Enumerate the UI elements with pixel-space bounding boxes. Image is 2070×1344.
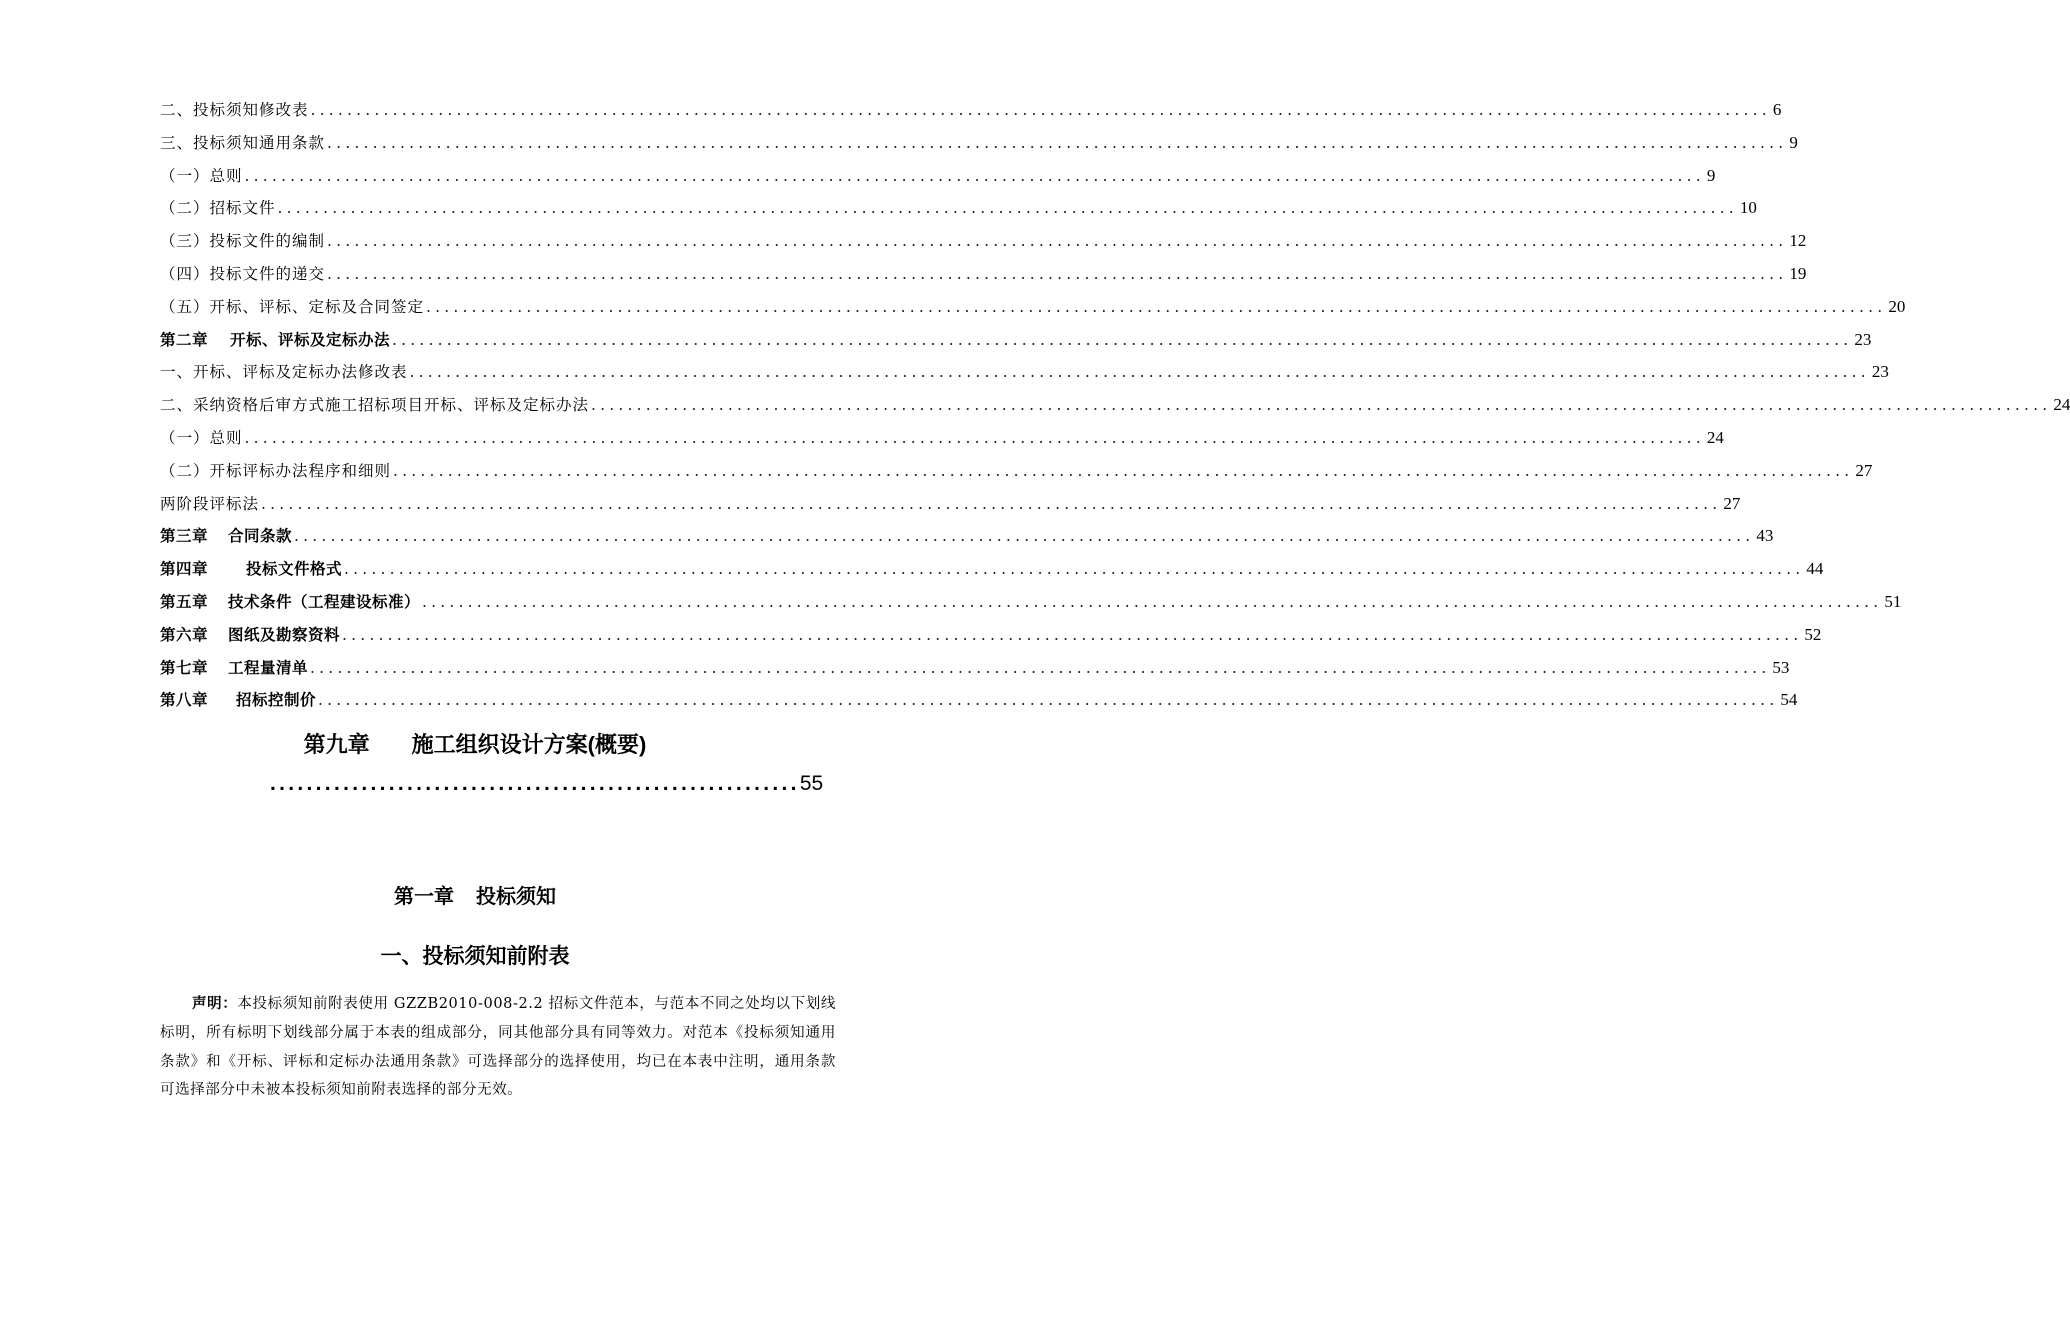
dot-leader: ................................................................................................................................................................ xyxy=(344,560,1805,579)
toc-entry-title-text: 投标文件格式 xyxy=(246,559,343,579)
toc-entry-label xyxy=(160,492,259,514)
toc-entry-label-text: 两阶段评标法 xyxy=(160,494,260,513)
chapter-title: 投标须知 xyxy=(476,884,556,908)
table-of-contents xyxy=(160,98,2070,721)
toc-entry[interactable] xyxy=(160,656,1790,689)
toc-entry-label-text: 第二章 xyxy=(160,329,209,349)
toc-entry-label xyxy=(160,360,408,382)
toc-entry-label xyxy=(160,688,316,710)
toc-entry-label xyxy=(160,590,420,612)
toc-entry-label-text: 第七章 xyxy=(160,657,209,677)
dot-leader: ................................................................................................................................................................ xyxy=(327,133,1788,152)
toc-entry-label-text: （一）总则 xyxy=(160,166,243,185)
dot-leader: ................................................................................................................................................................ xyxy=(426,297,1887,316)
statement-text: 本投标须知前附表使用 GZZB2010-008-2.2 招标文件范本，与范本不同之处均以下划线标明，所有标明下划线部分属于本表的组成部分，同其他部分具有同等效力。对范本《投标须知通用条款》和《开标、评标和定标办法通用条款》可选择部分的选择使用，均已在本表中注明，通用条款可选择部分中未被本投标须知前附表选择的部分无效。 xyxy=(160,996,836,1099)
toc-entry-page: 24 xyxy=(2053,395,2070,415)
toc-entry-label-text: 第六章 xyxy=(160,624,209,644)
dot-leader: ................................................................................................................................................................ xyxy=(342,625,1803,644)
toc-entry-label xyxy=(160,131,325,153)
toc-entry[interactable] xyxy=(160,557,1824,590)
dot-leader: ................................................................................................................................................................ xyxy=(393,461,1854,480)
toc-entry-label-text: 二、投标须知修改表 xyxy=(160,101,309,119)
toc-entry-page: 24 xyxy=(1706,427,1724,447)
toc-entry-label-text: 三、投标须知通用条款 xyxy=(160,133,326,152)
toc-entry[interactable] xyxy=(160,98,1782,131)
toc-entry-page: 9 xyxy=(1789,132,1798,152)
toc-entry-page: 44 xyxy=(1806,559,1824,579)
toc-entry-page: 43 xyxy=(1756,526,1774,546)
dot-leader: ................................................................................................................................................................ xyxy=(327,232,1788,251)
toc-entry[interactable] xyxy=(160,426,1724,459)
toc-entry[interactable] xyxy=(160,295,1906,328)
toc-entry-chapter-9[interactable] xyxy=(0,728,950,759)
toc-entry-label xyxy=(160,164,243,186)
toc-entry-page: 54 xyxy=(1780,690,1798,710)
dot-leader: ................................................................................................................................................................ xyxy=(310,101,1771,119)
toc-entry-page: 6 xyxy=(1772,100,1782,119)
toc-entry[interactable] xyxy=(160,328,1872,361)
toc-chapter-9-number: 第九章 xyxy=(303,732,370,757)
section-heading: 一、投标须知前附表 xyxy=(380,944,570,968)
toc-entry[interactable] xyxy=(160,623,1822,656)
toc-entry[interactable] xyxy=(160,393,2070,426)
toc-entry-label-text: 第三章 xyxy=(160,526,209,546)
toc-entry[interactable] xyxy=(160,524,1774,557)
toc-entry-title-text: 图纸及勘察资料 xyxy=(228,624,341,644)
toc-entry-label-text: （五）开标、评标、定标及合同签定 xyxy=(160,297,425,316)
toc-entry-page: 19 xyxy=(1789,263,1807,283)
toc-entry[interactable] xyxy=(160,196,1757,229)
toc-entry[interactable] xyxy=(160,131,1798,164)
chapter-number: 第一章 xyxy=(394,884,454,908)
toc-entry-label xyxy=(160,656,308,678)
toc-chapter-9-leader xyxy=(270,772,824,796)
toc-entry-label xyxy=(160,98,309,120)
toc-entry-label-text: （三）投标文件的编制 xyxy=(160,232,326,251)
toc-entry-label-text: 第四章 xyxy=(160,559,209,579)
toc-entry[interactable] xyxy=(160,590,1902,623)
dot-leader: ................................................................................................................................................................ xyxy=(244,428,1705,447)
dot-leader: ................................................................................................................................................................ xyxy=(310,658,1771,677)
dot-leader: ................................................................................................................................................................ xyxy=(318,691,1779,710)
dot-leader: ................................................................................................................................................................ xyxy=(277,199,1738,218)
dot-leader: ................................................................................................................................................................ xyxy=(392,330,1853,349)
toc-entry-title-text: 技术条件（工程建设标准） xyxy=(228,591,421,611)
toc-entry[interactable] xyxy=(160,492,1741,525)
toc-entry-title-text: 合同条款 xyxy=(228,526,293,546)
toc-entry[interactable] xyxy=(160,229,1807,262)
statement-label: 声明： xyxy=(192,995,238,1012)
toc-entry-label-text: （二）招标文件 xyxy=(160,199,276,218)
toc-entry-label xyxy=(160,328,390,350)
toc-entry-title-text: 招标控制价 xyxy=(236,690,317,710)
toc-entry[interactable] xyxy=(160,360,1889,393)
toc-entry-title-text: 开标、评标及定标办法 xyxy=(230,329,391,349)
toc-entry-page: 51 xyxy=(1884,591,1902,611)
toc-entry-label xyxy=(160,623,340,645)
toc-entry-page: 12 xyxy=(1789,231,1807,251)
dot-leader: ................................................................................................................................................................ xyxy=(409,363,1870,382)
toc-entry-label xyxy=(160,262,325,284)
toc-entry-page: 53 xyxy=(1772,657,1790,677)
toc-entry-label xyxy=(160,229,325,251)
toc-entry-page: 23 xyxy=(1854,329,1872,349)
chapter-heading xyxy=(0,880,950,909)
toc-entry-label xyxy=(160,524,292,546)
dot-leader: ................................................................................................................................................................ xyxy=(294,527,1755,546)
toc-entry-page: 27 xyxy=(1723,493,1741,513)
statement-paragraph xyxy=(160,990,836,1105)
toc-entry-page: 27 xyxy=(1855,460,1873,480)
toc-entry[interactable] xyxy=(160,459,1873,492)
dot-leader: ................................................................................................................................................................ xyxy=(261,494,1722,513)
toc-entry-label xyxy=(160,196,276,218)
toc-entry-label-text: （一）总则 xyxy=(160,428,243,447)
dot-leader: ................................................................................................................................................................ xyxy=(327,264,1788,283)
toc-entry-page: 52 xyxy=(1804,624,1822,644)
toc-entry[interactable] xyxy=(160,688,1798,721)
toc-entry-label xyxy=(160,426,243,448)
toc-entry-label-text: 一、开标、评标及定标办法修改表 xyxy=(160,363,408,382)
toc-entry-page: 10 xyxy=(1739,198,1757,218)
dot-leader: ................................................................................................................................................................ xyxy=(244,166,1705,185)
toc-entry-label xyxy=(160,295,424,317)
toc-entry-label-text: （二）开标评标办法程序和细则 xyxy=(160,461,392,480)
toc-chapter-9-page: 55 xyxy=(799,772,824,795)
toc-entry-page: 23 xyxy=(1871,362,1889,382)
toc-entry[interactable] xyxy=(160,164,1716,197)
toc-chapter-9-title: 施工组织设计方案(概要) xyxy=(411,732,647,757)
toc-entry-page: 9 xyxy=(1706,165,1716,185)
toc-entry-label xyxy=(160,459,391,481)
toc-entry-label xyxy=(160,557,342,579)
toc-entry-label-text: （四）投标文件的递交 xyxy=(160,264,326,283)
toc-entry-page: 20 xyxy=(1888,296,1906,316)
dot-leader: ................................................................................................................................................................ xyxy=(591,396,2052,415)
dot-leader: ................................................................................................................................................................ xyxy=(422,592,1883,611)
toc-entry[interactable] xyxy=(160,262,1807,295)
dot-leader: .......................................................... xyxy=(270,772,800,795)
toc-entry-label-text: 第五章 xyxy=(160,591,209,611)
toc-entry-label-text: 第八章 xyxy=(160,690,209,710)
toc-entry-label xyxy=(160,393,589,415)
toc-entry-title-text: 工程量清单 xyxy=(228,657,309,677)
toc-entry-label-text: 二、采纳资格后审方式施工招标项目开标、评标及定标办法 xyxy=(160,396,590,415)
